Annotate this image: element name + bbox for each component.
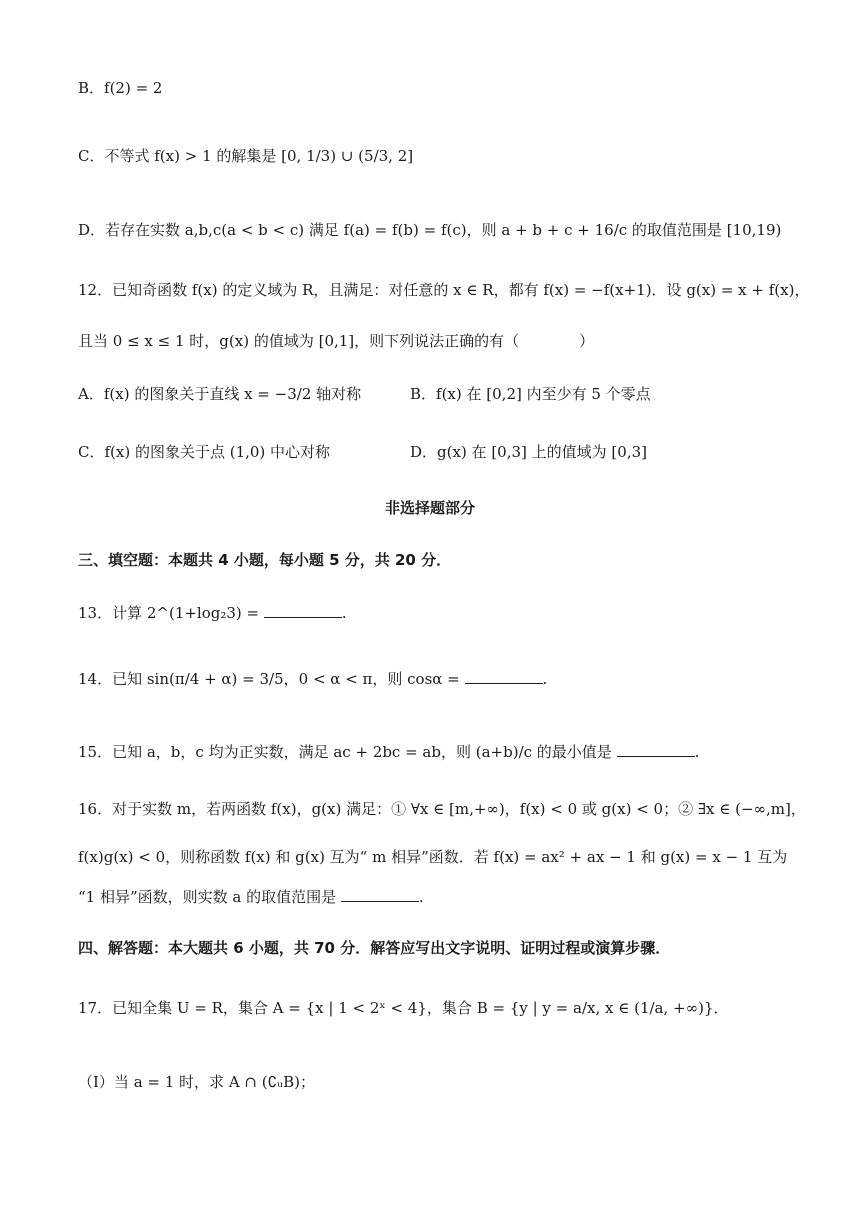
period: . — [418, 888, 424, 906]
question-16-line-2: f(x)g(x) < 0，则称函数 f(x) 和 g(x) 互为“ m 相异”函数．若 f(x) = ax² + ax − 1 和 g(x) = x − 1 互为 — [78, 848, 788, 866]
question-13-text: 13．计算 2^(1+log₂3) = — [78, 604, 260, 622]
question-12-option-c: C．f(x) 的图象关于点 (1,0) 中心对称 — [78, 443, 331, 461]
period: . — [542, 670, 548, 688]
section-title: 非选择题部分 — [384, 499, 475, 517]
question-16-line-1: 16．对于实数 m，若两函数 f(x)，g(x) 满足：① ∀x ∈ [m,+∞)，f(x) < 0 或 g(x) < 0；② ∃x ∈ (−∞,m]， — [78, 800, 806, 818]
period: . — [694, 743, 700, 761]
answer-blank — [465, 669, 543, 684]
question-12-option-a: A．f(x) 的图象关于直线 x = −3/2 轴对称 — [78, 385, 362, 403]
question-16-text: “1 相异”函数，则实数 a 的取值范围是 — [78, 888, 337, 906]
part-4-heading: 四、解答题：本大题共 6 小题，共 70 分．解答应写出文字说明、证明过程或演算步骤． — [78, 939, 671, 957]
period: . — [341, 604, 347, 622]
question-14 — [78, 668, 820, 690]
option-d: D．若存在实数 a,b,c(a < b < c) 满足 f(a) = f(b) = f(c)，则 a + b + c + 16/c 的取值范围是 [10,19) — [78, 221, 782, 239]
question-15 — [78, 741, 820, 763]
question-17: 17．已知全集 U = R，集合 A = {x | 1 < 2ˣ < 4}，集合 B = {y | y = a/x, x ∈ (1/a, +∞)}． — [78, 999, 729, 1017]
question-12-line-1: 12．已知奇函数 f(x) 的定义域为 R，且满足：对任意的 x ∈ R，都有 f(x) = −f(x+1)．设 g(x) = x + f(x)， — [78, 281, 810, 299]
answer-blank — [264, 603, 342, 618]
question-13 — [78, 602, 820, 624]
question-12-options-row-1 — [78, 383, 820, 405]
question-12-option-d: D．g(x) 在 [0,3] 上的值域为 [0,3] — [410, 443, 647, 461]
option-c: C．不等式 f(x) > 1 的解集是 [0, 1/3) ∪ (5/3, 2] — [78, 147, 414, 165]
part-3-heading: 三、填空题：本题共 4 小题，每小题 5 分，共 20 分． — [78, 551, 452, 569]
option-b: B．f(2) = 2 — [78, 79, 163, 97]
question-17-part-1: （Ⅰ）当 a = 1 时，求 A ∩ (∁ᵤB)； — [78, 1073, 316, 1091]
question-12-option-b: B．f(x) 在 [0,2] 内至少有 5 个零点 — [410, 385, 651, 403]
question-16-line-3 — [78, 886, 820, 908]
answer-blank — [617, 742, 695, 757]
question-15-text: 15．已知 a，b，c 均为正实数，满足 ac + 2bc = ab，则 (a+b)/c 的最小值是 — [78, 743, 612, 761]
answer-blank — [341, 887, 419, 902]
question-14-text: 14．已知 sin(π/4 + α) = 3/5，0 < α < π，则 cosα = — [78, 670, 460, 688]
question-12-options-row-2 — [78, 441, 820, 463]
question-12-line-2: 且当 0 ≤ x ≤ 1 时，g(x) 的值域为 [0,1]，则下列说法正确的有（ ） — [78, 332, 595, 350]
